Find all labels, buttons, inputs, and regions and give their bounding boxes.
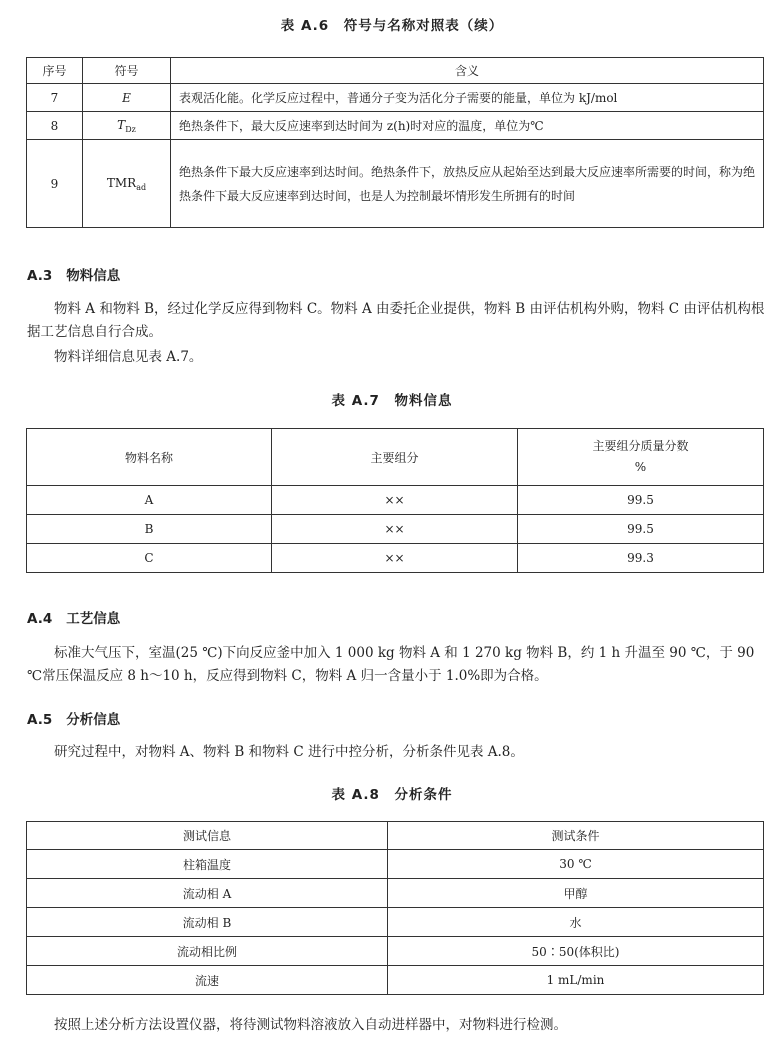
symbol-subscript: Dz <box>125 124 136 134</box>
table-row <box>27 908 764 937</box>
symbol-main: T <box>117 117 126 132</box>
table-a7 <box>26 428 764 573</box>
section-title: 工艺信息 <box>66 611 121 627</box>
cell-fraction: 99.5 <box>518 515 764 544</box>
table-a7-caption: 表 A.7 物料信息 <box>331 393 453 409</box>
table-row <box>27 140 764 228</box>
symbol-subscript: ad <box>136 182 147 192</box>
table-row <box>27 850 764 879</box>
cell-condition: 30 ℃ <box>388 850 764 879</box>
row-symbol <box>83 84 171 112</box>
cell-info: 流速 <box>27 966 388 995</box>
row-meaning: 绝热条件下最大反应速率到达时间。绝热条件下，放热反应从起始至达到最大反应速率所需要的时间，称为绝热条件下最大反应速率到达时间，也是人为控制最坏情形发生所拥有的时间 <box>171 140 764 228</box>
table-row <box>27 84 764 112</box>
row-no: 9 <box>27 140 83 228</box>
row-no: 8 <box>27 112 83 140</box>
section-title: 分析信息 <box>66 712 121 728</box>
cell-component: ×× <box>272 515 518 544</box>
row-symbol <box>83 140 171 228</box>
header-symbol: 符号 <box>83 58 171 84</box>
table-row <box>27 879 764 908</box>
cell-info: 柱箱温度 <box>27 850 388 879</box>
table-a6-caption: 表 A.6 符号与名称对照表（续） <box>280 18 504 34</box>
section-number: A.3 <box>27 268 53 284</box>
header-meaning: 含义 <box>171 58 764 84</box>
section-a3-heading <box>27 264 120 284</box>
table-row <box>27 515 764 544</box>
header-no: 序号 <box>27 58 83 84</box>
cell-component: ×× <box>272 486 518 515</box>
cell-name: A <box>27 486 272 515</box>
cell-condition: 1 mL/min <box>388 966 764 995</box>
row-symbol <box>83 112 171 140</box>
row-meaning: 表观活化能。化学反应过程中，普通分子变为活化分子需要的能量，单位为 kJ/mol <box>171 84 764 112</box>
cell-condition: 50∶50(体积比) <box>388 937 764 966</box>
table-a7-header-row <box>27 429 764 486</box>
section-a4-heading <box>27 607 120 627</box>
header-material-name: 物料名称 <box>27 429 272 486</box>
section-a3-paragraph: 物料 A 和物料 B，经过化学反应得到物料 C。物料 A 由委托企业提供，物料 B 由评估机构外购，物料 C 由评估机构根据工艺信息自行合成。 <box>27 301 765 340</box>
header-mass-fraction-label: 主要组分质量分数 <box>592 439 689 453</box>
section-a5-heading <box>27 708 120 728</box>
cell-condition: 甲醇 <box>388 879 764 908</box>
table-a6-header-row <box>27 58 764 84</box>
cell-info: 流动相比例 <box>27 937 388 966</box>
cell-name: C <box>27 544 272 573</box>
section-a5-paragraph: 研究过程中，对物料 A、物料 B 和物料 C 进行中控分析，分析条件见表 A.8。 <box>54 744 524 760</box>
section-number: A.5 <box>27 712 53 728</box>
symbol-main: E <box>122 90 131 105</box>
cell-info: 流动相 B <box>27 908 388 937</box>
section-a4-paragraph: 标准大气压下，室温(25 ℃)下向反应釜中加入 1 000 kg 物料 A 和 1 270 kg 物料 B，约 1 h 升温至 90 ℃，于 90 ℃常压保温反应 8 h～10 h，反应得到物料 C，物料 A 归一含量小于 1.0%即为合格。 <box>27 645 755 684</box>
header-mass-fraction <box>518 429 764 486</box>
symbol-main: TMR <box>106 175 137 190</box>
table-row <box>27 966 764 995</box>
header-main-component: 主要组分 <box>272 429 518 486</box>
cell-fraction: 99.3 <box>518 544 764 573</box>
table-a8-header-row <box>27 822 764 850</box>
cell-name: B <box>27 515 272 544</box>
cell-fraction: 99.5 <box>518 486 764 515</box>
table-a6 <box>26 57 764 228</box>
row-meaning: 绝热条件下，最大反应速率到达时间为 z(h)时对应的温度，单位为℃ <box>171 112 764 140</box>
section-title: 物料信息 <box>66 268 121 284</box>
table-row <box>27 937 764 966</box>
table-a8 <box>26 821 764 995</box>
table-row <box>27 112 764 140</box>
cell-condition: 水 <box>388 908 764 937</box>
closing-paragraph: 按照上述分析方法设置仪器，将待测试物料溶液放入自动进样器中，对物料进行检测。 <box>54 1017 567 1033</box>
section-a3-paragraph-2: 物料详细信息见表 A.7。 <box>54 349 203 365</box>
header-mass-fraction-unit: % <box>634 460 647 474</box>
header-test-condition: 测试条件 <box>388 822 764 850</box>
cell-component: ×× <box>272 544 518 573</box>
row-no: 7 <box>27 84 83 112</box>
header-test-info: 测试信息 <box>27 822 388 850</box>
cell-info: 流动相 A <box>27 879 388 908</box>
section-number: A.4 <box>27 611 53 627</box>
table-row <box>27 544 764 573</box>
table-a8-caption: 表 A.8 分析条件 <box>331 787 453 803</box>
table-row <box>27 486 764 515</box>
